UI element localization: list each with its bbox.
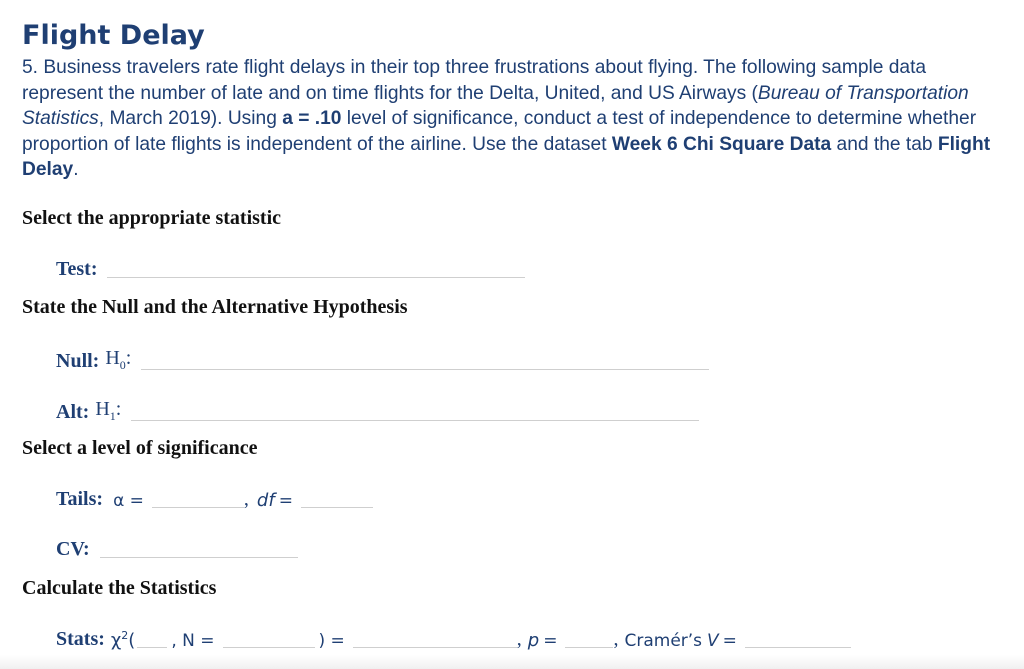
alt-symbol: $H_1$:: [95, 398, 122, 423]
problem-source: Bureau of Transportation Statistics: [22, 82, 969, 129]
null-row: [56, 347, 709, 373]
p-input[interactable]: [565, 647, 613, 648]
problem-statement: [22, 55, 997, 183]
df-equals: =: [278, 491, 293, 511]
heading-select-statistic: Select the appropriate statistic: [22, 207, 282, 229]
problem-text-3: level of significance, conduct a test of independence to determine whether proportion of late flights is independent of the airline. Use the dataset: [22, 108, 977, 155]
heading-hypothesis: State the Null and the Alternative Hypothesis: [22, 296, 408, 318]
null-label: Null:: [56, 350, 100, 372]
n-input[interactable]: [223, 647, 315, 648]
df-input[interactable]: [301, 507, 373, 508]
cramer-v-input[interactable]: [745, 647, 851, 648]
alpha-input[interactable]: [152, 507, 244, 508]
cramer-equals: =: [722, 631, 737, 651]
test-row: [56, 258, 525, 281]
p-comma: ,: [516, 628, 522, 650]
cramer-comma: ,: [613, 628, 619, 650]
null-symbol: $H_0$:: [105, 347, 132, 372]
problem-dataset: Week 6 Chi Square Data: [611, 133, 832, 155]
test-label: Test:: [56, 258, 98, 280]
chi-square-symbol: $\chi^2$(: [110, 629, 136, 651]
df-label: df: [256, 490, 275, 511]
tails-label: Tails:: [56, 488, 104, 510]
cv-label: CV:: [56, 538, 90, 560]
problem-text-1: Business travelers rate flight delays in their top three frustrations about flying. The following sample data represent the number of late and on time flights for the Delta, United, and US Airways (: [22, 57, 927, 104]
problem-text-4: and the tab: [831, 133, 938, 155]
stats-label: Stats:: [56, 628, 105, 650]
problem-alpha: a = .10: [282, 108, 342, 129]
p-equals: =: [543, 631, 558, 651]
stats-row: [56, 628, 851, 651]
cramer-label: Cramér’s: [624, 631, 703, 651]
alt-hypothesis-input[interactable]: [131, 420, 699, 421]
problem-text-5: .: [73, 159, 79, 180]
problem-number: 5.: [22, 57, 39, 78]
chi-close: ) =: [318, 631, 345, 651]
test-input[interactable]: [107, 277, 525, 278]
heading-significance: Select a level of significance: [22, 437, 258, 459]
problem-tab: Flight Delay: [22, 133, 991, 180]
chi-df-input[interactable]: [137, 647, 167, 648]
problem-text-2: , March 2019). Using: [98, 108, 283, 129]
chi-value-input[interactable]: [353, 647, 517, 648]
cv-input[interactable]: [100, 557, 298, 558]
n-label: , N =: [171, 631, 215, 651]
cv-row: [56, 538, 298, 561]
alpha-symbol: α =: [113, 491, 144, 511]
df-comma: ,: [243, 488, 249, 510]
null-hypothesis-input[interactable]: [141, 369, 709, 370]
alt-label: Alt:: [56, 401, 90, 423]
alt-row: [56, 398, 699, 424]
page-title: Flight Delay: [22, 20, 205, 51]
p-label: p: [527, 630, 540, 651]
heading-calculate: Calculate the Statistics: [22, 577, 217, 599]
cramer-v-label: V: [707, 631, 719, 651]
tails-row: [56, 488, 373, 511]
bottom-edge: [0, 655, 1024, 669]
